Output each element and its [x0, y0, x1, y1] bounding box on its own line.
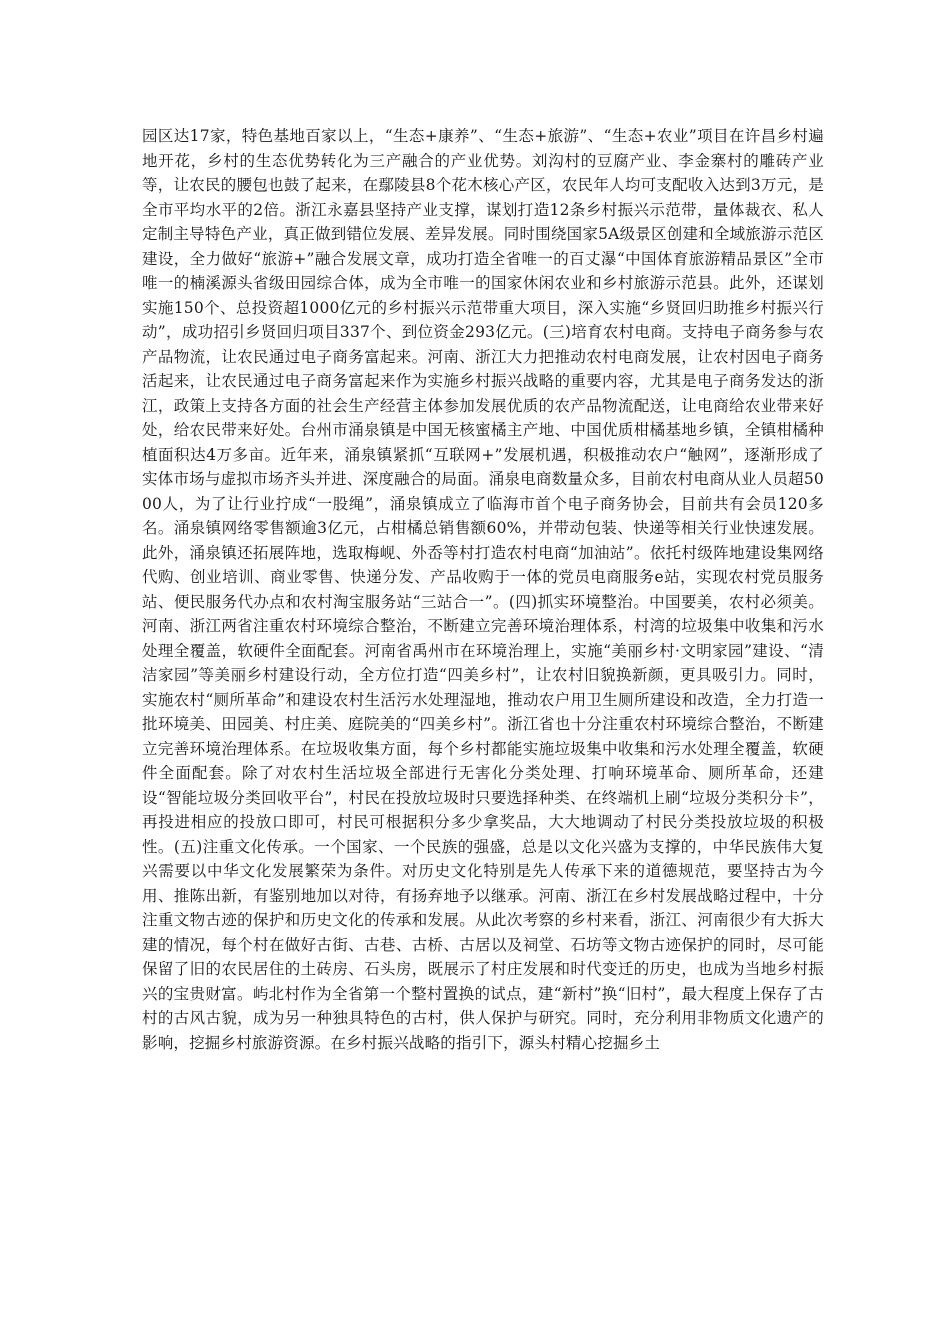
body-paragraph: 园区达17家，特色基地百家以上，“生态+康养”、“生态+旅游”、“生态+农业”项目在许昌乡村遍地开花，乡村的生态优势转化为三产融合的产业优势。刘沟村的豆腐产业、李金寨村的雕砖产业等，让农民的腰包也鼓了起来，在鄢陵县8个花木核心产区，农民年人均可支配收入达到3万元，是全市平均水平的2倍。浙江永嘉县坚持产业支撑，谋划打造12条乡村振兴示范带，量体裁衣、私人定制主导特色产业，真正做到错位发展、差异发展。同时围绕国家5A级景区创建和全域旅游示范区建设，全力做好“旅游+”融合发展文章，成功打造全省唯一的百丈瀑“中国体育旅游精品景区”全市唯一的楠溪源头省级田园综合体，成为全市唯一的国家休闲农业和乡村旅游示范县。此外，还谋划实施150个、总投资超1000亿元的乡村振兴示范带重大项目，深入实施“乡贤回归助推乡村振兴行动”，成功招引乡贤回归项目337个、到位资金293亿元。(三)培育农村电商。支持电子商务参与农产品物流，让农民通过电子商务富起来。河南、浙江大力把推动农村电商发展，让农村因电子商务活起来，让农民通过电子商务富起来作为实施乡村振兴战略的重要内容，尤其是电子商务发达的浙江，政策上支持各方面的社会生产经营主体参加发展优质的农产品物流配送，让电商给农业带来好处，给农民带来好处。台州市涌泉镇是中国无核蜜橘主产地、中国优质柑橘基地乡镇，全镇柑橘种植面积达4万多亩。近年来，涌泉镇紧抓“互联网+”发展机遇，积极推动农户“触网”，逐渐形成了实体市场与虚拟市场齐头并进、深度融合的局面。涌泉电商数量众多，目前农村电商从业人员超5000人，为了让行业拧成“一股绳”，涌泉镇成立了临海市首个电子商务协会，目前共有会员120多名。涌泉镇网络零售额逾3亿元，占柑橘总销售额60%，并带动包装、快递等相关行业快速发展。此外，涌泉镇还拓展阵地，选取梅岘、外岙等村打造农村电商“加油站”。依托村级阵地建设集网络代购、创业培训、商业零售、快递分发、产品收购于一体的党员电商服务e站，实现农村党员服务站、便民服务代办点和农村淘宝服务站“三站合一”。(四)抓实环境整治。中国要美，农村必须美。河南、浙江两省注重农村环境综合整治，不断建立完善环境治理体系，村湾的垃圾集中收集和污水处理全覆盖，软硬件全面配套。河南省禹州市在环境治理上，实施“美丽乡村·文明家园”建设、“清洁家园”等美丽乡村建设行动，全方位打造“四美乡村”，让农村旧貌换新颜，更具吸引力。同时，实施农村“厕所革命”和建设农村生活污水处理湿地，推动农户用卫生厕所建设和改造，全力打造一批环境美、田园美、村庄美、庭院美的“四美乡村”。浙江省也十分注重农村环境综合整治，不断建立完善环境治理体系。在垃圾收集方面，每个乡村都能实施垃圾集中收集和污水处理全覆盖，软硬件全面配套。除了对农村生活垃圾全部进行无害化分类处理、打响环境革命、厕所革命，还建设“智能垃圾分类回收平台”，村民在投放垃圾时只要选择种类、在终端机上刷“垃圾分类积分卡”，再投进相应的投放口即可，村民可根据积分多少拿奖品，大大地调动了村民分类投放垃圾的积极性。(五)注重文化传承。一个国家、一个民族的强盛，总是以文化兴盛为支撑的，中华民族伟大复兴需要以中华文化发展繁荣为条件。对历史文化特别是先人传承下来的道德规范，要坚持古为今用、推陈出新，有鉴别地加以对待，有扬弃地予以继承。河南、浙江在乡村发展战略过程中，十分注重文物古迹的保护和历史文化的传承和发展。从此次考察的乡村来看，浙江、河南很少有大拆大建的情况，每个村在做好古街、古巷、古桥、古居以及祠堂、石坊等文物古迹保护的同时，尽可能保留了旧的农民居住的土砖房、石头房，既展示了村庄发展和时代变迁的历史，也成为当地乡村振兴的宝贵财富。屿北村作为全省第一个整村置换的试点，建“新村”换“旧村”，最大程度上保存了古村的古风古貌，成为另一种独具特色的古村，供人保护与研究。同时，充分利用非物质文化遗产的影响，挖掘乡村旅游资源。在乡村振兴战略的指引下，源头村精心挖掘乡土: [142, 127, 824, 1052]
